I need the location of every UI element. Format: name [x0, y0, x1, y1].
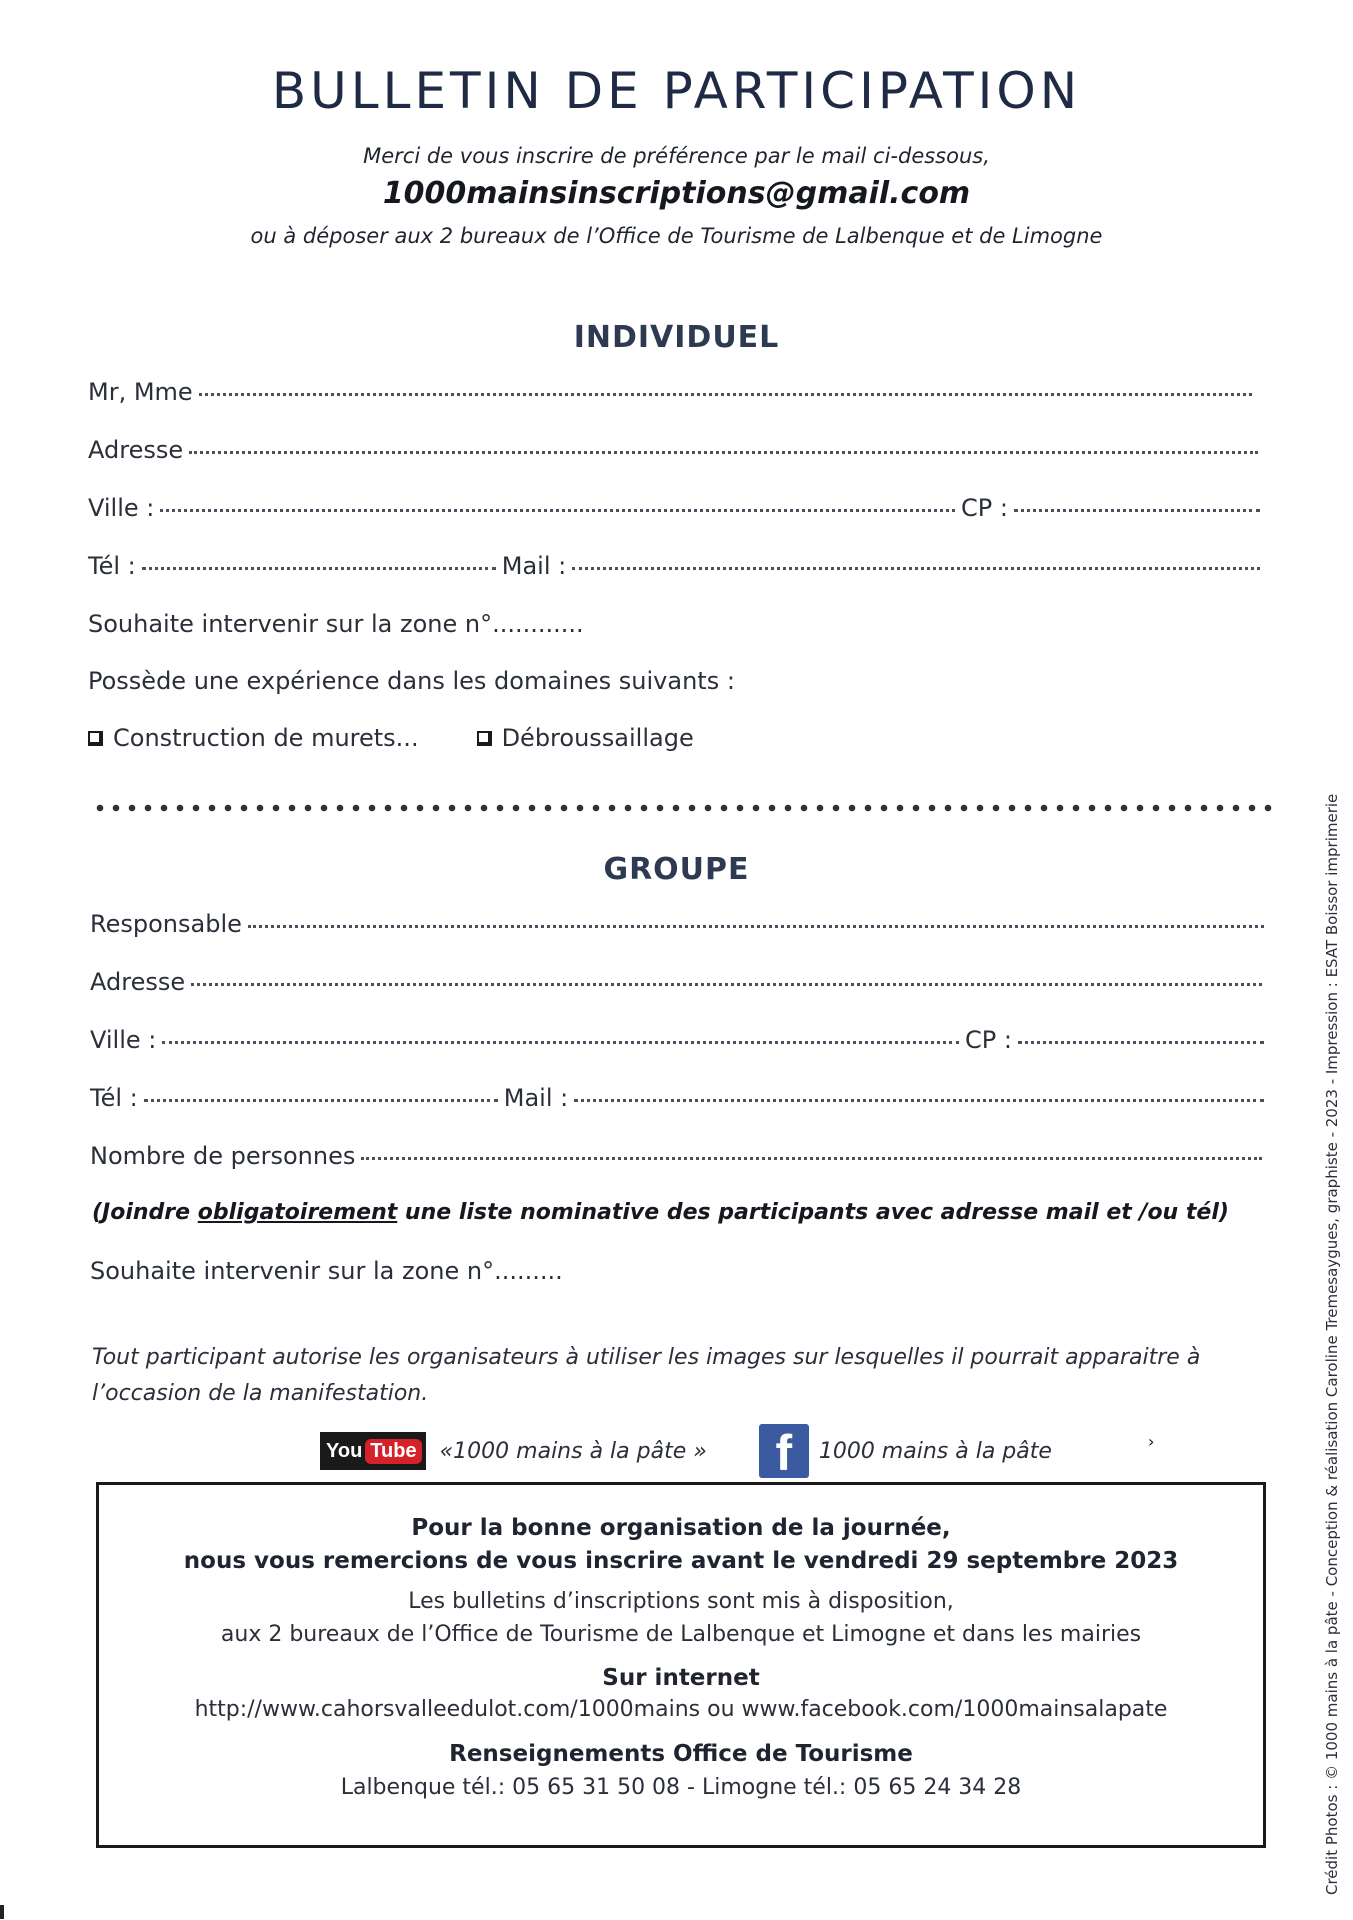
individuel-zone-field[interactable] [88, 610, 584, 644]
internet-links[interactable]: http://www.cahorsvalleedulot.com/1000mains ou www.facebook.com/1000mainsalapate [194, 1697, 1168, 1722]
fill-line[interactable] [191, 982, 1262, 986]
dotted-separator [92, 804, 1272, 812]
intro-text: Merci de vous inscrire de préférence par le mail ci-dessous, [363, 144, 990, 168]
info-line: aux 2 bureaux de l’Office de Tourisme de Lalbenque et Limogne et dans les mairies [220, 1622, 1142, 1647]
contact-email[interactable]: 1000mainsinscriptions@gmail.com [382, 176, 971, 211]
youtube-icon[interactable] [320, 1432, 426, 1470]
section-title-individuel: INDIVIDUEL [573, 320, 780, 355]
fill-line[interactable] [248, 924, 1264, 928]
field-label: Ville : [90, 1026, 157, 1054]
individuel-address-field[interactable] [88, 436, 1264, 470]
field-label-tel: Tél : [88, 552, 136, 580]
field-label: Adresse [88, 436, 184, 464]
office-phones: Lalbenque tél.: 05 65 31 50 08 - Limogne tél.: 05 65 24 34 28 [340, 1775, 1022, 1800]
checkbox-icon[interactable] [477, 731, 492, 746]
field-label: Responsable [90, 910, 242, 938]
experience-options [88, 724, 694, 752]
field-label: Nombre de personnes [90, 1142, 356, 1170]
fill-line[interactable] [199, 392, 1252, 396]
section-title-groupe: GROUPE [603, 852, 750, 887]
note-text: (Joindre [92, 1200, 198, 1225]
field-label-mail: Mail : [501, 552, 567, 580]
fill-line-tel[interactable] [144, 1098, 498, 1102]
fill-line-city[interactable] [160, 508, 955, 512]
youtube-logo-text: Tube [365, 1439, 421, 1464]
scan-mark [0, 1905, 4, 1919]
fill-line[interactable] [189, 450, 1258, 454]
facebook-page-name[interactable]: 1000 mains à la pâte [818, 1438, 1052, 1464]
info-line: Pour la bonne organisation de la journée, [411, 1515, 951, 1541]
individuel-name-field[interactable] [88, 378, 1258, 412]
fill-line-mail[interactable] [574, 1098, 1264, 1102]
fill-line-tel[interactable] [142, 566, 496, 570]
field-label: Mr, Mme [88, 378, 193, 406]
checkbox-icon[interactable] [88, 731, 103, 746]
field-label: Possède une expérience dans les domaines suivants : [88, 667, 735, 695]
info-box [96, 1482, 1266, 1848]
fill-line[interactable] [361, 1156, 1262, 1160]
field-label-cp: CP : [965, 1026, 1012, 1054]
page-title: BULLETIN DE PARTICIPATION [271, 62, 1082, 120]
groupe-count-field[interactable] [90, 1142, 1268, 1176]
fill-line-city[interactable] [162, 1040, 959, 1044]
image-consent-text: Tout participant autorise les organisateurs à utiliser les images sur lesquelles il pourrait apparaitre à l’occasion de la manifestation. [92, 1345, 1201, 1406]
social-links [320, 1424, 1052, 1478]
youtube-channel-name[interactable]: «1000 mains à la pâte » [439, 1438, 707, 1464]
field-label-tel: Tél : [90, 1084, 138, 1112]
internet-title: Sur internet [602, 1665, 760, 1691]
field-label-mail: Mail : [503, 1084, 569, 1112]
field-label-zone: Souhaite intervenir sur la zone n°......... [90, 1257, 563, 1285]
info-deadline: nous vous remercions de vous inscrire avant le vendredi 29 septembre 2023 [183, 1548, 1179, 1574]
checkbox-debroussaillage[interactable] [477, 724, 694, 752]
intro-text-offices: ou à déposer aux 2 bureaux de l’Office de Tourisme de Lalbenque et de Limogne [250, 224, 1103, 248]
office-title: Renseignements Office de Tourisme [449, 1741, 913, 1767]
field-label-zone: Souhaite intervenir sur la zone n°............ [88, 610, 584, 638]
fill-line-cp[interactable] [1018, 1040, 1264, 1044]
facebook-icon[interactable] [759, 1424, 809, 1478]
stray-mark: › [1148, 1432, 1155, 1451]
groupe-phone-mail-field[interactable] [90, 1084, 1270, 1118]
field-label: Ville : [88, 494, 155, 522]
field-label-cp: CP : [961, 494, 1008, 522]
checkbox-label: Construction de murets... [113, 724, 419, 752]
individuel-phone-mail-field[interactable] [88, 552, 1266, 586]
groupe-city-field[interactable] [90, 1026, 1270, 1060]
checkbox-label: Débroussaillage [501, 724, 694, 752]
experience-label [88, 667, 735, 701]
fill-line-cp[interactable] [1014, 508, 1260, 512]
note-emphasis: obligatoirement [197, 1200, 398, 1225]
individuel-city-field[interactable] [88, 494, 1266, 528]
youtube-logo-text: You [326, 1439, 363, 1462]
checkbox-murets[interactable] [88, 724, 419, 752]
credits-vertical: Crédit Photos : © 1000 mains à la pâte - Conception & réalisation Caroline Tremesaygues, graphiste - 2023 - Impression : ESAT Boissor imprimerie [1323, 793, 1341, 1895]
facebook-logo-letter: f [775, 1425, 793, 1478]
note-text: une liste nominative des participants avec adresse mail et /ou tél) [397, 1200, 1229, 1225]
groupe-responsable-field[interactable] [90, 910, 1270, 944]
info-line: Les bulletins d’inscriptions sont mis à disposition, [408, 1589, 954, 1614]
groupe-zone-field[interactable] [90, 1257, 563, 1291]
groupe-address-field[interactable] [90, 968, 1268, 1002]
field-label: Adresse [90, 968, 186, 996]
mandatory-list-note [92, 1200, 1229, 1225]
fill-line-mail[interactable] [572, 566, 1260, 570]
